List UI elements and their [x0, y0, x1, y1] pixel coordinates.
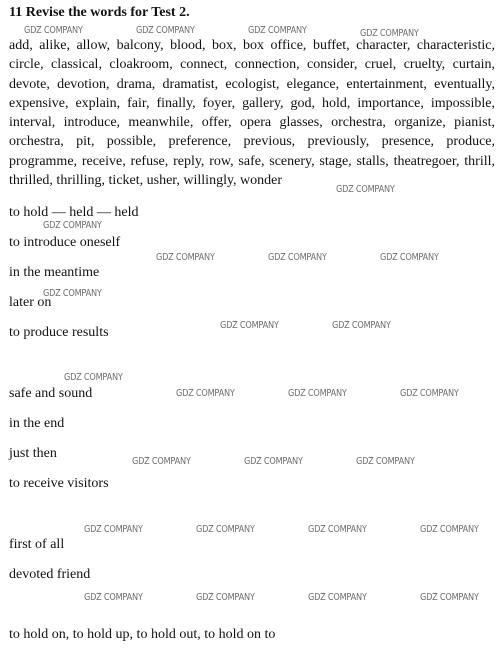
watermark: GDZ COMPANY — [84, 524, 143, 535]
watermark: GDZ COMPANY — [380, 252, 439, 263]
phrase-item: in the meantime — [9, 265, 100, 280]
watermark: GDZ COMPANY — [400, 388, 459, 399]
phrase-item: later on — [9, 295, 52, 310]
watermark: GDZ COMPANY — [360, 28, 419, 39]
watermark: GDZ COMPANY — [308, 524, 367, 535]
watermark: GDZ COMPANY — [420, 592, 479, 603]
watermark: GDZ COMPANY — [196, 524, 255, 535]
watermark: GDZ COMPANY — [132, 456, 191, 467]
watermark: GDZ COMPANY — [43, 220, 102, 231]
phrase-item: to hold on, to hold up, to hold out, to hold on to — [9, 627, 276, 642]
phrase-item: to receive visitors — [9, 476, 109, 491]
watermark: GDZ COMPANY — [64, 372, 123, 383]
watermark: GDZ COMPANY — [308, 592, 367, 603]
phrase-item: devoted friend — [9, 567, 91, 582]
watermark: GDZ COMPANY — [156, 252, 215, 263]
watermark: GDZ COMPANY — [268, 252, 327, 263]
watermark: GDZ COMPANY — [220, 320, 279, 331]
phrase-item: to hold — held — held — [9, 205, 139, 220]
watermark: GDZ COMPANY — [420, 524, 479, 535]
watermark: GDZ COMPANY — [244, 456, 303, 467]
watermark: GDZ COMPANY — [288, 388, 347, 399]
watermark: GDZ COMPANY — [43, 288, 102, 299]
watermark: GDZ COMPANY — [24, 25, 83, 36]
watermark: GDZ COMPANY — [336, 184, 395, 195]
phrase-item: to introduce oneself — [9, 235, 121, 250]
watermark: GDZ COMPANY — [176, 388, 235, 399]
phrase-item: first of all — [9, 537, 65, 552]
phrase-item: just then — [9, 446, 57, 461]
phrase-item: in the end — [9, 416, 65, 431]
word-list: add, alike, allow, balcony, blood, box, box office, buffet, character, characteristic, circle, classical, cloakroom, connect, connection, consider, cruel, cruelty, curtain, devote, devotion, drama, dramatist, ecologist, elegance, entertainment, eventually, expensive, explain, fair, finally, foyer, gallery, god, hold, importance, impossible, interval, introduce, meanwhile, offer, opera glasses, orchestra, organize, pianist, orchestra, pit, possible, preference, previous, previously, presence, produce, programme, receive, refuse, reply, row, safe, scenery, stage, stalls, theatregoer, thrill, thrilled, thrilling, ticket, usher, willingly, wonder — [9, 38, 495, 189]
watermark: GDZ COMPANY — [84, 592, 143, 603]
watermark: GDZ COMPANY — [356, 456, 415, 467]
watermark: GDZ COMPANY — [136, 25, 195, 36]
watermark: GDZ COMPANY — [332, 320, 391, 331]
phrase-item: to produce results — [9, 325, 109, 340]
watermark: GDZ COMPANY — [196, 592, 255, 603]
watermark: GDZ COMPANY — [248, 25, 307, 36]
exercise-title: 11 Revise the words for Test 2. — [9, 5, 190, 20]
phrase-item: safe and sound — [9, 386, 93, 401]
